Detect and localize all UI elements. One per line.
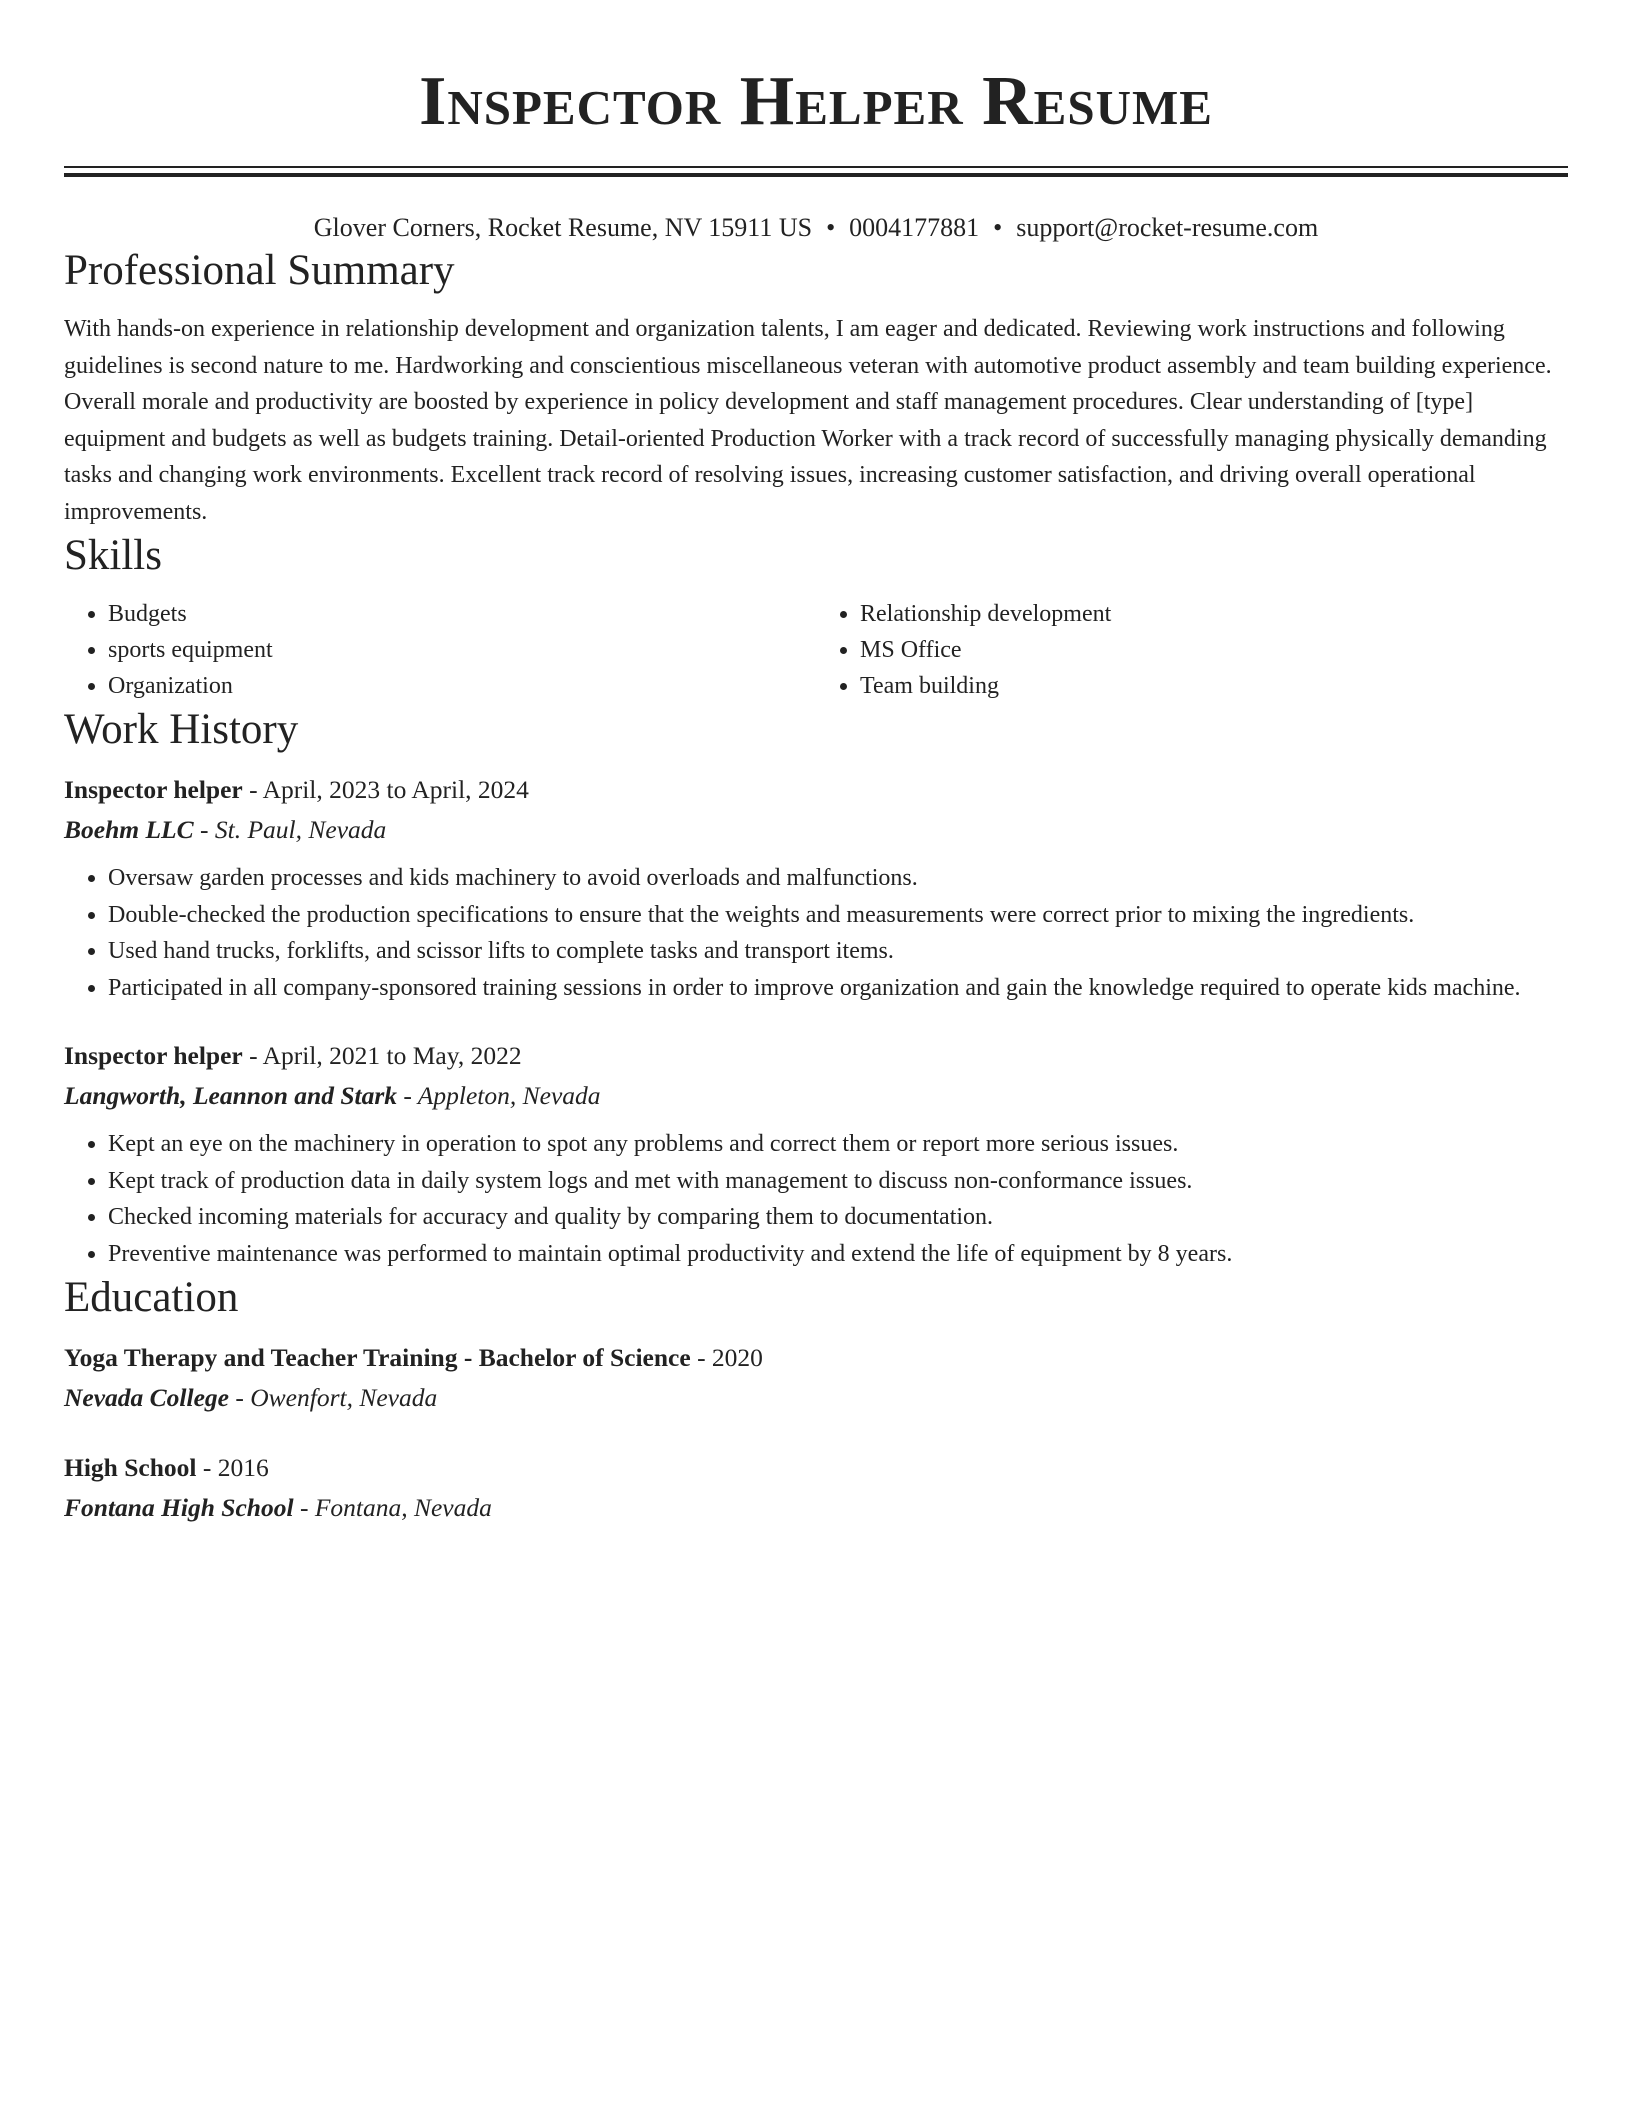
education-heading: Education: [64, 1274, 239, 1321]
employer-location: - Appleton, Nevada: [397, 1081, 601, 1110]
employer-line: [64, 1076, 1568, 1116]
employer-location: - St. Paul, Nevada: [193, 815, 387, 844]
graduation-year: - 2016: [196, 1453, 269, 1482]
skills-column-left: [64, 596, 816, 704]
job-title: Inspector helper: [64, 775, 243, 804]
summary-heading: Professional Summary: [64, 247, 455, 294]
skill-item: • MS Office: [860, 632, 1568, 668]
employer-line: [64, 810, 1568, 850]
graduation-year: - 2020: [690, 1343, 763, 1372]
school-line: [64, 1378, 1568, 1418]
skill-item: • Budgets: [108, 596, 816, 632]
skill-item: • Team building: [860, 668, 1568, 704]
work-history-heading: Work History: [64, 706, 299, 753]
duty-item: • Participated in all company-sponsored training sessions in order to improve organization and gain the knowledge required to operate kids machine.: [108, 970, 1568, 1007]
job-duties: [64, 860, 1568, 1006]
degree-line: [64, 1338, 1568, 1378]
duty-item: • Used hand trucks, forklifts, and scissor lifts to complete tasks and transport items.: [108, 933, 1568, 970]
resume-title: Inspector Helper Resume: [419, 63, 1213, 140]
contact-separator: •: [993, 213, 1003, 242]
skill-item: • Relationship development: [860, 596, 1568, 632]
contact-phone: 0004177881: [849, 213, 980, 242]
employer-name: Boehm LLC: [64, 815, 194, 844]
school-line: [64, 1488, 1568, 1528]
skill-item: • sports equipment: [108, 632, 816, 668]
title-double-rule: [64, 166, 1568, 177]
job-duties: [64, 1126, 1568, 1272]
job-dates: - April, 2023 to April, 2024: [242, 775, 529, 804]
degree-name: Yoga Therapy and Teacher Training - Bachelor of Science: [64, 1343, 691, 1372]
contact-line: [64, 211, 1568, 245]
degree-line: [64, 1448, 1568, 1488]
school-name: Fontana High School: [64, 1493, 294, 1522]
degree-name: High School: [64, 1453, 197, 1482]
skills-list: [64, 596, 1568, 704]
contact-email: support@rocket-resume.com: [1016, 213, 1319, 242]
job-title: Inspector helper: [64, 1041, 243, 1070]
duty-item: • Double-checked the production specifications to ensure that the weights and measurements were correct prior to mixing the ingredients.: [108, 897, 1568, 934]
job-dates: - April, 2021 to May, 2022: [242, 1041, 522, 1070]
employer-name: Langworth, Leannon and Stark: [64, 1081, 398, 1110]
duty-item: • Kept an eye on the machinery in operation to spot any problems and correct them or report more serious issues.: [108, 1126, 1568, 1163]
school-location: - Fontana, Nevada: [293, 1493, 492, 1522]
job-entry: [64, 1036, 1568, 1272]
duty-item: • Oversaw garden processes and kids machinery to avoid overloads and malfunctions.: [108, 860, 1568, 897]
duty-item: • Kept track of production data in daily system logs and met with management to discuss non-conformance issues.: [108, 1163, 1568, 1200]
skills-column-right: [816, 596, 1568, 704]
summary-text: With hands-on experience in relationship development and organization talents, I am eager and dedicated. Reviewing work instructions and following guidelines is second nature to me. Hardworking and conscientious miscellaneous veteran with automotive product assembly and team building experience. Overall morale and productivity are boosted by experience in policy development and staff management procedures. Clear understanding of [type] equipment and budgets as well as budgets training. Detail-oriented Production Worker with a track record of successfully managing physically demanding tasks and changing work environments. Excellent track record of resolving issues, increasing customer satisfaction, and driving overall operational improvements.: [64, 316, 1552, 525]
contact-separator: •: [826, 213, 836, 242]
job-entry: [64, 770, 1568, 1006]
school-name: Nevada College: [64, 1383, 229, 1412]
skills-heading: Skills: [64, 532, 162, 579]
job-title-line: [64, 770, 1568, 810]
school-location: - Owenfort, Nevada: [229, 1383, 438, 1412]
education-entry: [64, 1338, 1568, 1418]
job-title-line: [64, 1036, 1568, 1076]
skill-item: • Organization: [108, 668, 816, 704]
education-entry: [64, 1448, 1568, 1528]
duty-item: • Checked incoming materials for accuracy and quality by comparing them to documentation.: [108, 1199, 1568, 1236]
contact-address: Glover Corners, Rocket Resume, NV 15911 US: [313, 213, 813, 242]
duty-item: • Preventive maintenance was performed to maintain optimal productivity and extend the life of equipment by 8 years.: [108, 1236, 1568, 1273]
